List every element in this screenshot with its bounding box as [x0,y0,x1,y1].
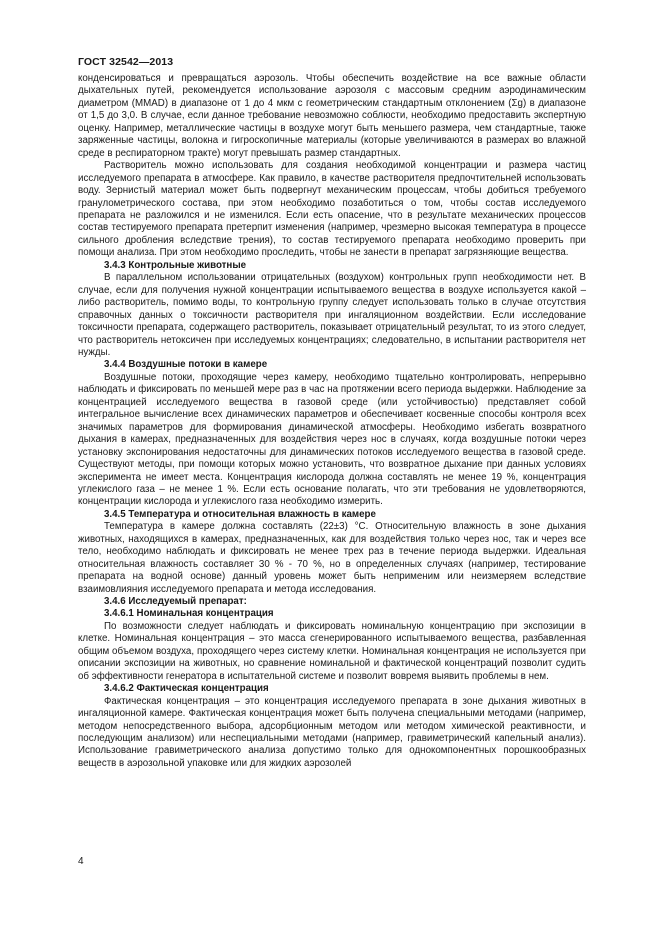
paragraph: Температура в камере должна составлять (22±3) °С. Относительную влажность в зоне дыхания животных, находящихся в камерах, предназначенных, как для воздействия только через нос, так и через все тело, необходимо наблюдать и фиксировать не менее трех раз в течение периода выдержки. Идеальная относительная влажность составляет 30 % - 70 %, но в определенных случаях (например, тестирование препарата на водной основе) данный уровень может быть неприменим или неизмеряем вследствие взаимовлияния исследуемого препарата и метода исследования. [78,521,586,595]
paragraph: конденсироваться и превращаться аэрозоль. Чтобы обеспечить воздействие на все важные области дыхательных путей, рекомендуется использование аэрозоля с массовым средним аэродинамическим диаметром (MMAD) в диапазоне от 1 до 4 мкм с геометрическим стандартным отклонением (Σg) в диапазоне от 1,5 до 3,0. В случае, если данное требование невозможно соблюсти, необходимо предоставить экспертную оценку. Например, металлические частицы в воздухе могут быть меньшего размера, чем стандартные, также заряженные частицы, волокна и гигроскопичные материалы (которые увеличиваются в размерах во влажной среде в респираторном тракте) могут превышать размер стандартных. [78,73,586,159]
section-heading: 3.4.4 Воздушные потоки в камере [104,359,268,371]
paragraph: Растворитель можно использовать для создания необходимой концентрации и размера частиц исследуемого препарата в атмосфере. Как правило, в качестве растворителя предпочтительней использовать воду. Зернистый материал может быть подвергнут механическим процессам, чтобы добиться требуемого гранулометрического состава, при этом необходимо позаботиться о том, чтобы состав исследуемого препарата не разложился и не изменился. Если есть опасение, что в результате механических процессов состав тестируемого препарата претерпит изменения (например, чрезмерно высокая температура в процессе сильного дробления вследствие трения), то состав тестируемого препарата необходимо проверить при помощи анализа. При этом необходимо проследить, чтобы не занести в препарат загрязняющие вещества. [78,160,586,259]
paragraph: В параллельном использовании отрицательных (воздухом) контрольных групп необходимости нет. В случае, если для получения нужной концентрации испытываемого вещества в воздухе используется какой – либо растворитель, помимо воды, то контрольную группу следует использовать только в случае отсутствия справочных данных о токсичности растворителя при ингаляционном воздействии. Если исследование токсичности препарата, содержащего растворитель, показывает отрицательный результат, то из этого следует, что растворитель нетоксичен при исследуемых концентрациях; следовательно, в испытании растворителя нет нужды. [78,272,586,358]
subsection-heading: 3.4.6.2 Фактическая концентрация [104,683,269,695]
paragraph: Воздушные потоки, проходящие через камеру, необходимо тщательно контролировать, непрерывно наблюдать и фиксировать по меньшей мере раз в час на протяжении всего периода выдержки. Наблюдение за концентрацией исследуемого вещества в газовой среде (или устойчивостью) представляет собой интегральное вычисление всех динамических параметров и обеспечивает косвенные способы контроля всех значимых параметров для формирования динамической атмосферы. Необходимо избегать возвратного дыхания в камерах, предназначенных для воздействия через нос в случаях, когда воздушные потоки через установку экспонирования недостаточны для динамических потоков исследуемого вещества в газовой среде. Существуют методы, при помощи которых можно установить, что возвратное дыхание при данных условиях эксперимента не имеет места. Концентрация кислорода должна составлять не менее 19 %, концентрация углекислого газа – не менее 1 %. Если есть основание полагать, что эти требования не удовлетворяются, концентрации кислорода и углекислого газа необходимо измерить. [78,371,586,508]
paragraph: По возможности следует наблюдать и фиксировать номинальную концентрацию при экспозиции в клетке. Номинальная концентрация – это масса сгенерированного испытываемого вещества, разбавленная общим объемом воздуха, проходящего через систему клетки. Номинальная концентрация не используется при описании экспозиции на животных, но сравнение номинальной и фактической концентраций позволит судить об эффективности генератора в испытательной системе и позволит вовремя выявить проблемы в нем. [78,620,586,682]
section-heading: 3.4.5 Температура и относительная влажность в камере [104,508,376,520]
section-heading: 3.4.3 Контрольные животные [104,259,247,271]
section-heading: 3.4.6 Исследуемый препарат: [104,596,247,608]
document-body [78,73,586,770]
paragraph: Фактическая концентрация – это концентрация исследуемого препарата в зоне дыхания животных в ингаляционной камере. Фактическая концентрация может быть получена специальными методами (например, методом непосредственного выбора, адсорбционным методом или методом химической реактивности, и последующим анализом) или неспециальными методами (например, гравиметрический капельный анализ). Использование гравиметрического анализа допустимо только для однокомпонентных порошкообразных веществ в аэрозольной упаковке или для жидких аэрозолей [78,695,586,769]
document-header: ГОСТ 32542—2013 [78,56,174,68]
page-number: 4 [78,856,84,867]
subsection-heading: 3.4.6.1 Номинальная концентрация [104,608,274,620]
